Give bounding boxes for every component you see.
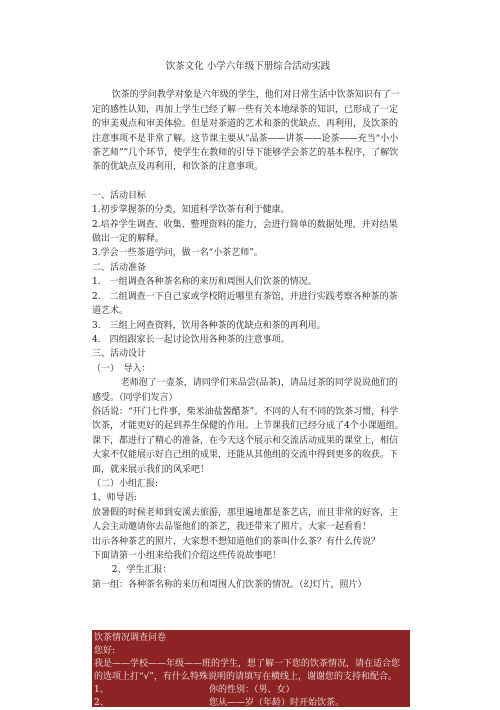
survey-box [92, 630, 410, 707]
survey-title: 饮茶情况调查问卷 [94, 633, 167, 643]
group-report-heading: （二）小组汇报: [92, 478, 159, 489]
teacher-lead-text: 放暑假的时候老师到安溪去旅游，那里遍地都是茶艺店，而且非常的好客，主人会主动邀请你去品鉴他们的茶艺，我还带来了照片。大家一起看看！ [92, 507, 399, 533]
prep-4: 4. 四组跟家长一起讨论饮用各种茶的注意事项。 [92, 334, 290, 345]
section-prep: 二、活动准备 [92, 262, 147, 273]
doc-title: 饮茶文化 小学六年级下册综合活动实践 [165, 61, 331, 72]
prep-2: 2. 二组调查一下自己家或学校附近哪里有茶馆，并进行实践考察各种茶的茶道艺术。 [92, 291, 398, 317]
teacher-lead-heading: 1、师导语: [92, 493, 137, 504]
design-intro-text: 老师泡了一壶茶，请同学们来品尝(品茶)，请品过茶的同学说说他们的感受。（同学们发言） [92, 378, 398, 403]
goal-2: 2.培养学生调查、收集、整理资料的能力，会进行简单的数据处理，并对结果做出一定的解释。 [92, 219, 398, 245]
design-intro-quote: 俗话说：“开门七件事，柴米油盐酱醋茶”。不同的人有不同的饮茶习惯，科学饮茶，才能更好的起到养生保健的作用。上节课我们已经分成了4个小课题组。课下，都进行了精心的准备，在今天这个展示和交流活动成果的课堂上，相信大家不仅能展示好自己组的成果，还能从其他组的交流中得到更多的收获。下面，就来展示我们的风采吧！ [92, 406, 404, 475]
prep-3: 3. 三组上网查资料，饮用各种茶的优缺点和茶的再利用。 [92, 320, 326, 331]
survey-body: 我是——学校——年级——班的学生，想了解一下您的饮茶情况，请在适合您的选项上打“√”，有什么特殊说明的请填写在横线上，谢谢您的支持和配合。 [94, 659, 401, 682]
section-goals: 一、活动目标 [92, 190, 147, 201]
goal-3: 3.学会一些茶道学问，做一名“小茶艺师”。 [92, 248, 263, 259]
spacer [92, 175, 404, 189]
survey-q1-number: 1、 [94, 685, 109, 695]
teacher-lead-invite: 下面请第一小组来给我们介绍这些传说故事吧！ [92, 551, 282, 561]
survey-greeting: 您好: [94, 646, 116, 656]
survey-q2-text: 您从——岁（年龄）时开始饮茶。 [209, 698, 345, 708]
intro-paragraph: 饮茶的学问教学对象是六年级的学生，他们对日常生活中饮茶知识有了一定的感性认知，再加上学生已经了解一些有关本地绿茶的知识，已形成了一定的审美观点和审美体验。但是对茶道的艺术和茶的优缺点、再利用，及饮茶的注意事项不是非常了解。这节课主要从“品茶——讲茶——论茶——充当“小小茶艺师””几个环节，使学生在教师的引导下能够学会茶艺的基本程序，了解饮茶的优缺点及再利用，和饮茶的注意事项。 [92, 90, 400, 173]
survey-question-1 [94, 684, 408, 697]
goal-1: 1.初步掌握茶的分类，知道科学饮茶有利于健康。 [92, 205, 290, 216]
survey-q1-text: 你的性别：（男、女） [209, 685, 295, 695]
section-design: 三、活动设计 [92, 349, 147, 360]
student-report-heading: 2、学生汇报： [111, 565, 172, 576]
survey-q2-number: 2、 [94, 698, 109, 708]
prep-1: 1. 一组调查各种茶名称的来历和周围人们饮茶的情况。 [92, 277, 317, 288]
teacher-lead-photos: 出示各种茶艺的照片，大家想不想知道他们的茶叫什么茶？有什么传说？ [92, 536, 381, 547]
group-one-report: 第一组：各种茶名称的来历和周围人们饮茶的情况。（幻灯片，照片） [92, 579, 367, 590]
document-content [92, 60, 404, 592]
design-intro-heading: （一） 导入： [92, 363, 151, 374]
survey-question-2 [94, 697, 408, 710]
